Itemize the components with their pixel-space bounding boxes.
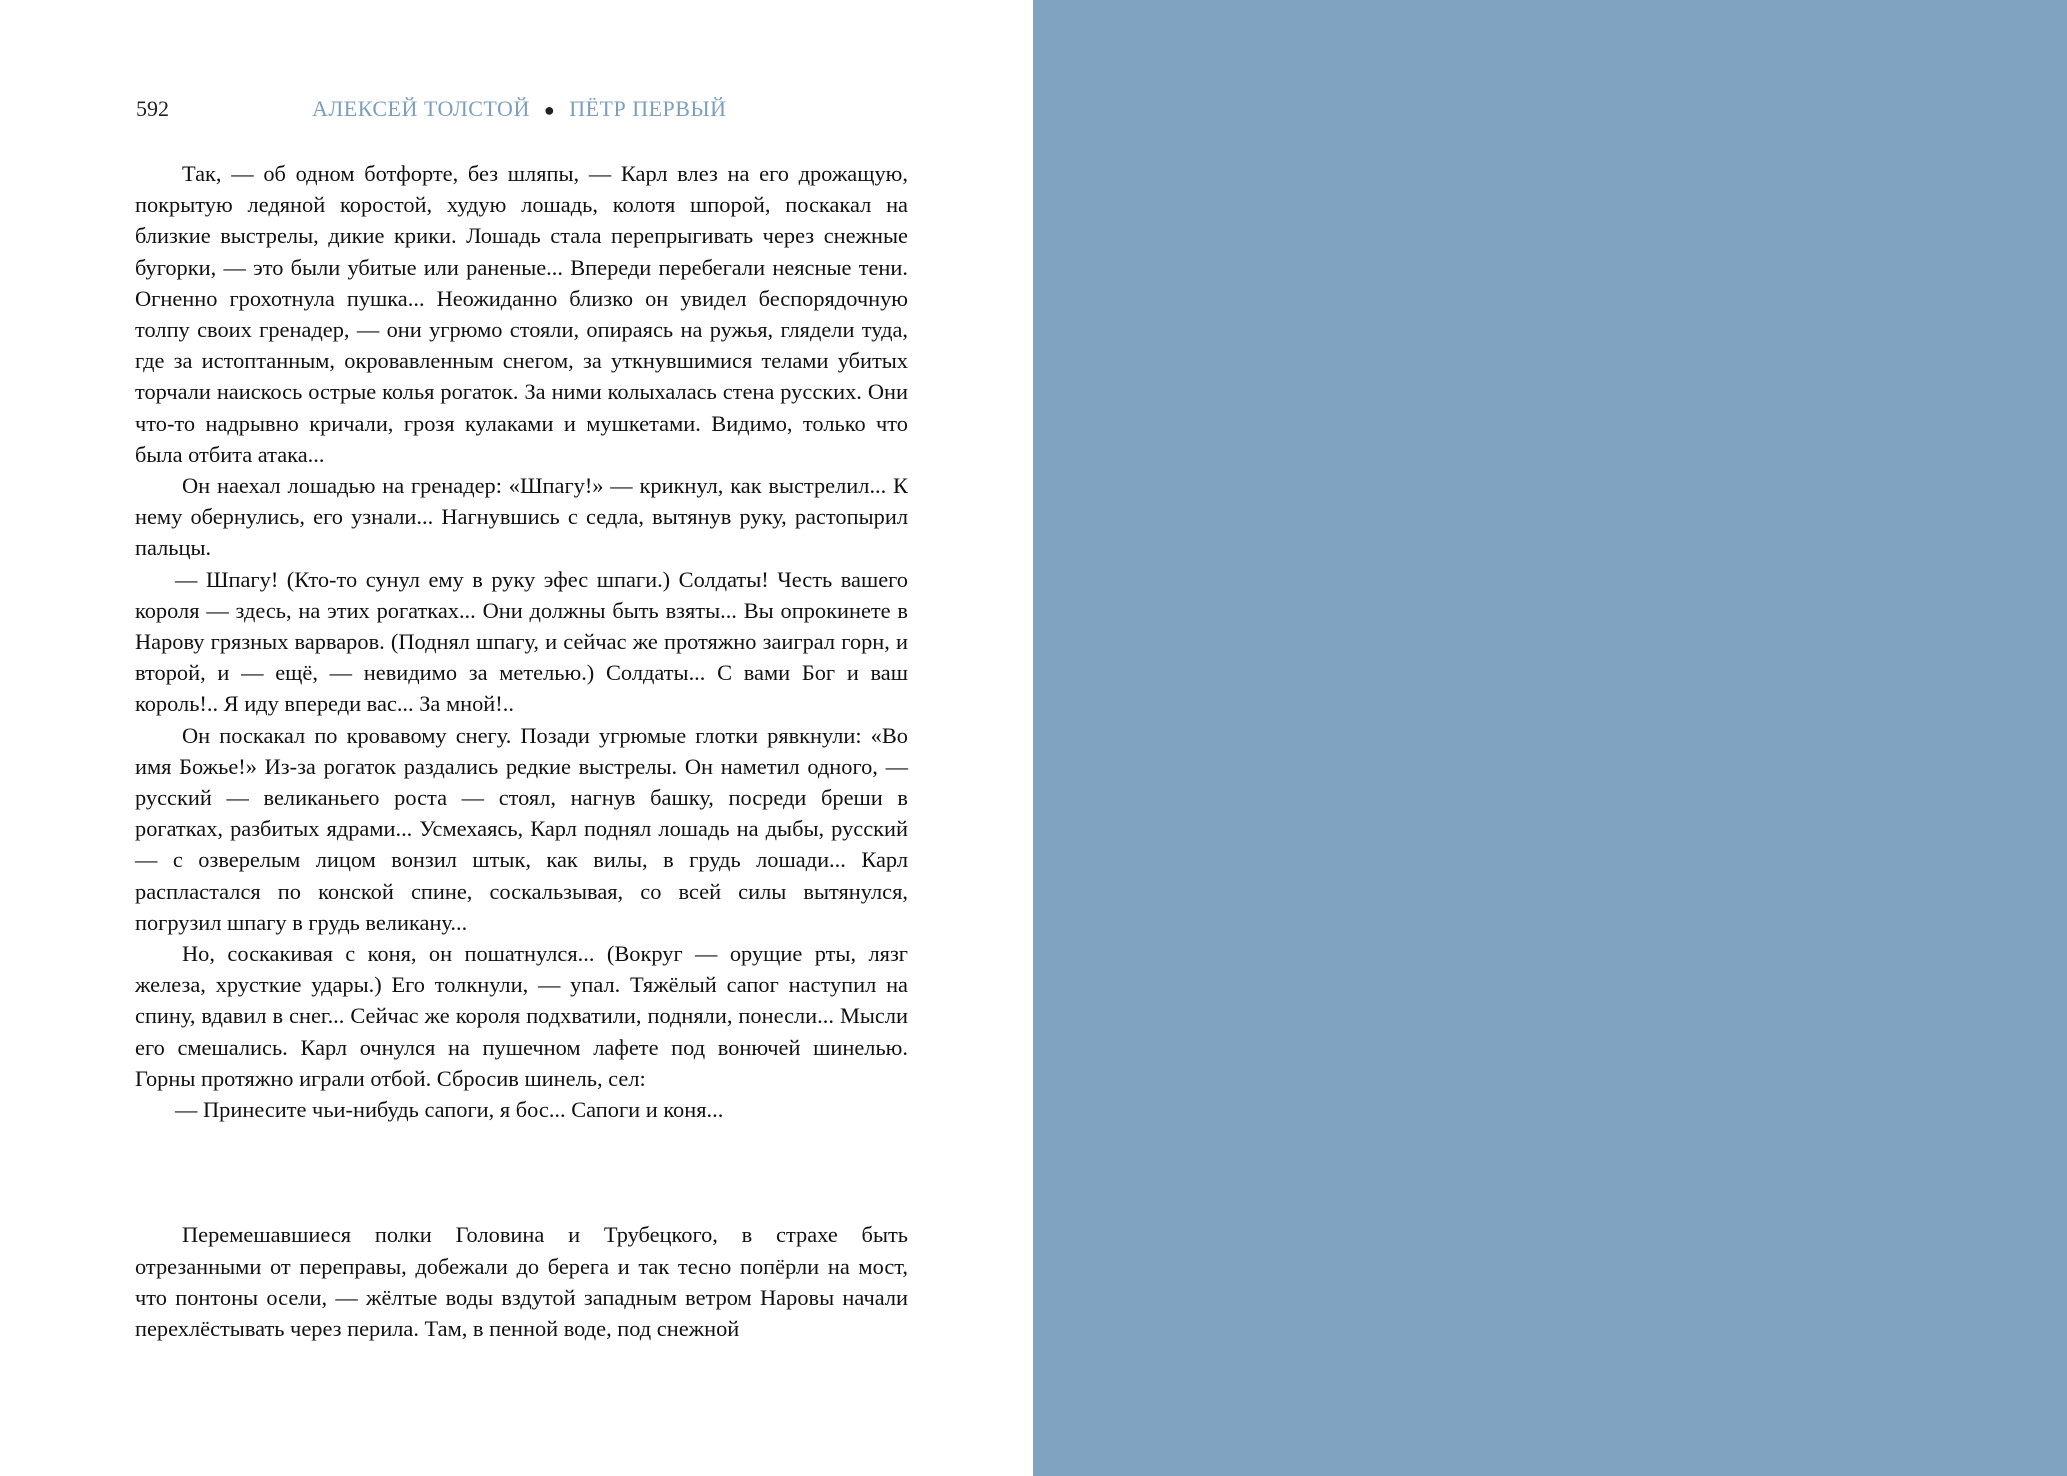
running-head-title: ПЁТР ПЕРВЫЙ	[569, 96, 727, 121]
paragraph-6: — Принесите чьи-нибудь сапоги, я бос... Сапоги и коня...	[175, 1097, 724, 1123]
section-break	[135, 1125, 908, 1219]
paragraph-1: Так, — об одном ботфорте, без шляпы, — Карл влез на его дрожащую, покрытую ледяной коростой, худую лошадь, колотя шпорой, поскакал на близкие выстрелы, дикие крики. Лошадь стала перепрыгивать через снежные бугорки, — это были убитые или раненые... Впереди перебегали неясные тени. Огненно грохотнула пушка... Неожиданно близко он увидел беспорядочную толпу своих гренадер, — они угрюмо стояли, опираясь на ружья, глядели туда, где за истоптанным, окровавленным снегом, за уткнувшимися телами убитых торчали наискось острые колья рогаток. За ними колыхалась стена русских. Они что-то надрывно кричали, грозя кулаками и мушкетами. Видимо, только что была отбита атака...	[135, 161, 908, 467]
running-head-author: АЛЕКСЕЙ ТОЛСТОЙ	[312, 96, 530, 121]
paragraph-4: Он поскакал по кровавому снегу. Позади угрюмые глотки рявкнули: «Во имя Божье!» Из-за рогаток раздались редкие выстрелы. Он наметил одного, — русский — великаньего роста — стоял, нагнув башку, посреди бреши в рогатках, разбитых ядрами... Усмехаясь, Карл поднял лошадь на дыбы, русский — с озверелым лицом вонзил штык, как вилы, в грудь лошади... Карл распластался по конской спине, соскальзывая, со всей силы вытянулся, погрузил шпагу в грудь великану...	[135, 722, 908, 935]
left-page	[0, 0, 1033, 1476]
body-text	[135, 158, 908, 1344]
paragraph-3: — Шпагу! (Кто-то сунул ему в руку эфес шпаги.) Солдаты! Честь вашего короля — здесь, на этих рогатках... Они должны быть взяты... Вы опрокинете в Нарову грязных варваров. (Поднял шпагу, и сейчас же протяжно заиграл горн, и второй, и — ещё, — невидимо за метелью.) Солдаты... С вами Бог и ваш король!.. Я иду впереди вас... За мной!..	[135, 566, 908, 717]
bullet-separator-icon: ●	[543, 100, 556, 120]
page-number: 592	[136, 96, 169, 121]
paragraph-7: Перемешавшиеся полки Головина и Трубецкого, в страхе быть отрезанными от переправы, добежали до берега и так тесно попёрли на мост, что понтоны осели, — жёлтые воды вздутой западным ветром Наровы начали перехлёстывать через перила. Там, в пенной воде, под снежной	[135, 1222, 908, 1341]
paragraph-5: Но, соскакивая с коня, он пошатнулся... (Вокруг — орущие рты, лязг железа, хрусткие удары.) Его толкнули, — упал. Тяжёлый сапог наступил на спину, вдавил в снег... Сейчас же короля подхватили, подняли, понесли... Мысли его смешались. Карл очнулся на пушечном лафете под вонючей шинелью. Горны протяжно играли отбой. Сбросив шинель, сел:	[135, 941, 908, 1091]
paragraph-2: Он наехал лошадью на гренадер: «Шпагу!» — крикнул, как выстрелил... К нему обернулись, его узнали... Нагнувшись с седла, вытянув руку, растопырил пальцы.	[135, 473, 908, 561]
running-head	[312, 96, 727, 122]
right-page	[1033, 0, 2067, 1476]
